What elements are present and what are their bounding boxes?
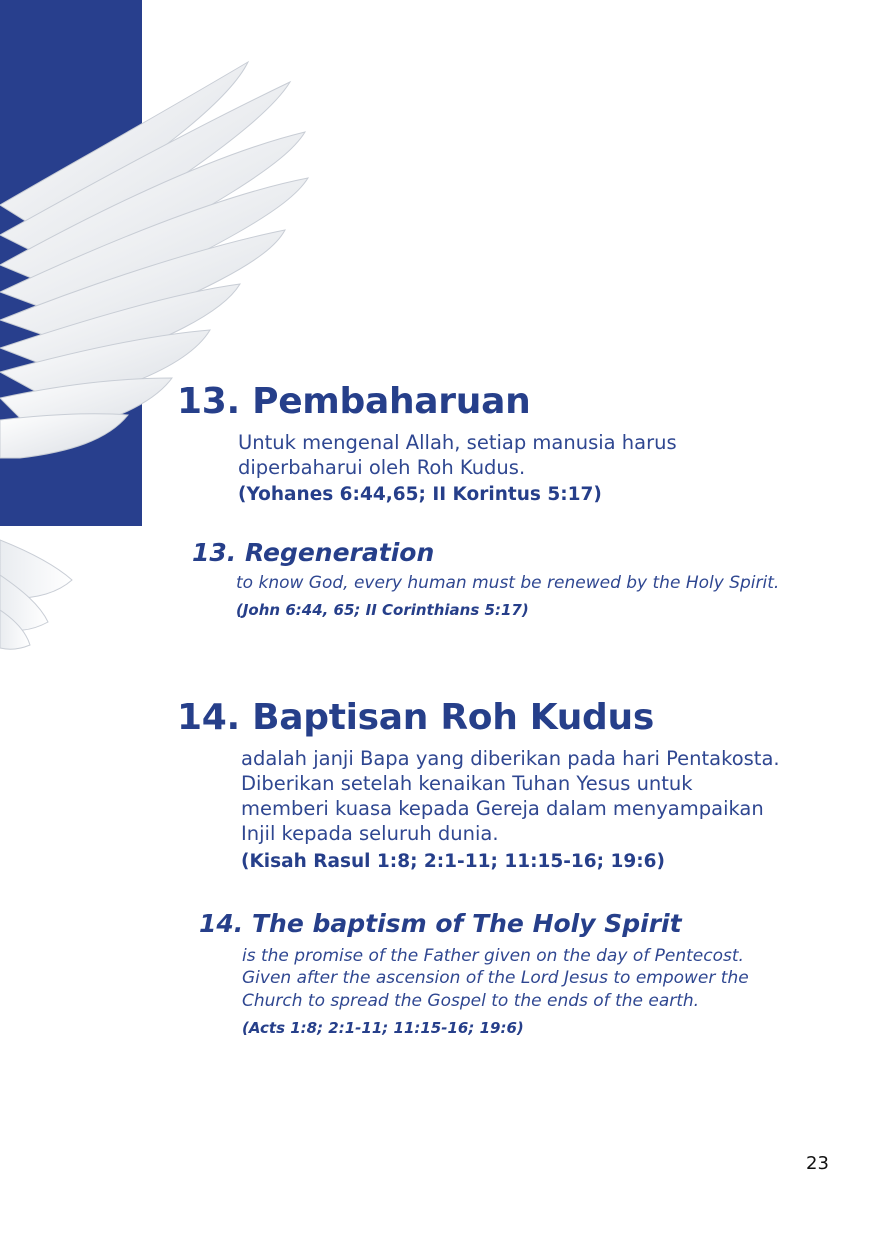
section-13-english-heading: 13. Regeneration <box>192 538 435 567</box>
section-13-english-body-line-1: to know God, every human must be renewed by the Holy Spirit. <box>236 573 780 593</box>
section-14-english-body-line-3: Church to spread the Gospel to the ends of the earth. <box>242 991 700 1011</box>
section-14-english-reference: (Acts 1:8; 2:1-11; 11:15-16; 19:6) <box>242 1019 524 1037</box>
section-14-body-line-2: Diberikan setelah kenaikan Tuhan Yesus untuk <box>241 772 693 795</box>
section-13-heading: 13. Pembaharuan <box>177 381 531 422</box>
section-13-english-reference: (John 6:44, 65; II Corinthians 5:17) <box>236 601 529 619</box>
section-14-body-line-4: Injil kepada seluruh dunia. <box>241 822 499 845</box>
section-14-english-heading: 14. The baptism of The Holy Spirit <box>199 909 682 938</box>
section-14-body-line-1: adalah janji Bapa yang diberikan pada hari Pentakosta. <box>241 747 780 770</box>
section-13-body-line-1: Untuk mengenal Allah, setiap manusia harus <box>238 431 677 454</box>
section-14-english-body-line-2: Given after the ascension of the Lord Jesus to empower the <box>242 968 749 988</box>
section-14-body-line-3: memberi kuasa kepada Gereja dalam menyampaikan <box>241 797 764 820</box>
section-14-heading: 14. Baptisan Roh Kudus <box>177 697 654 738</box>
section-13-body-line-2: diperbaharui oleh Roh Kudus. <box>238 456 526 479</box>
section-14-reference: (Kisah Rasul 1:8; 2:1-11; 11:15-16; 19:6) <box>241 851 665 872</box>
page-number: 23 <box>806 1153 829 1174</box>
section-13-reference: (Yohanes 6:44,65; II Korintus 5:17) <box>238 484 602 505</box>
section-14-english-body-line-1: is the promise of the Father given on the day of Pentecost. <box>242 946 744 966</box>
